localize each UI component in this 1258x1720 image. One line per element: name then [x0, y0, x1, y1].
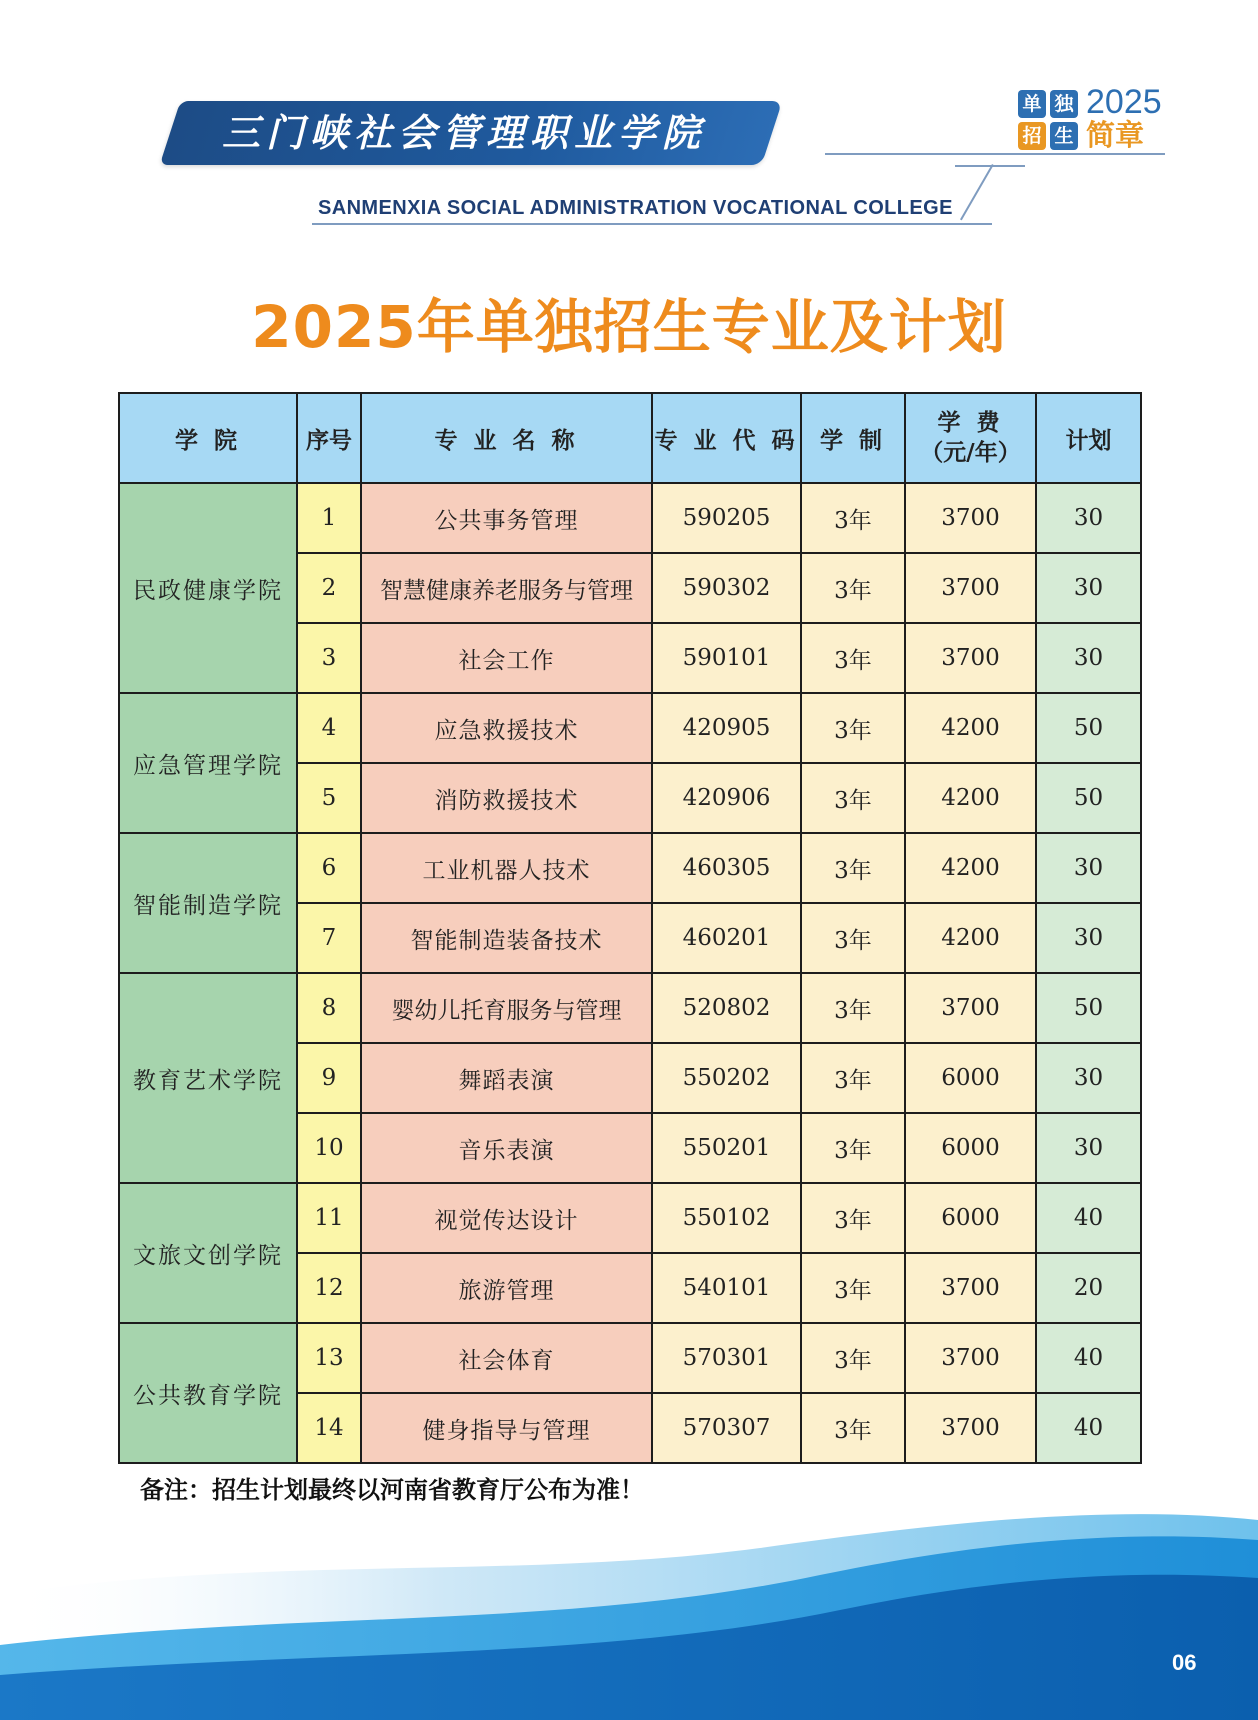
- header-major: 专 业 名 称: [361, 393, 652, 483]
- major-cell: 社会体育: [361, 1323, 652, 1393]
- code-cell: 570301: [652, 1323, 801, 1393]
- major-cell: 视觉传达设计: [361, 1183, 652, 1253]
- quota-cell: 30: [1036, 553, 1141, 623]
- code-cell: 520802: [652, 973, 801, 1043]
- table-row: [119, 483, 1141, 553]
- quota-cell: 30: [1036, 1043, 1141, 1113]
- footnote: 备注：招生计划最终以河南省教育厅公布为准！: [140, 1476, 644, 1504]
- logo-year: 2025: [1086, 83, 1162, 121]
- header-index: 序号: [297, 393, 361, 483]
- code-cell: 540101: [652, 1253, 801, 1323]
- wave-decoration: [0, 1500, 1258, 1720]
- quota-cell: 50: [1036, 693, 1141, 763]
- index-cell: 12: [297, 1253, 361, 1323]
- table-row: [119, 833, 1141, 903]
- duration-cell: 3年: [801, 1393, 905, 1463]
- duration-cell: 3年: [801, 1183, 905, 1253]
- code-cell: 460201: [652, 903, 801, 973]
- code-cell: 590101: [652, 623, 801, 693]
- duration-cell: 3年: [801, 1113, 905, 1183]
- table-row: [119, 693, 1141, 763]
- page-number: 06: [1172, 1650, 1197, 1675]
- duration-cell: 3年: [801, 973, 905, 1043]
- duration-cell: 3年: [801, 903, 905, 973]
- major-cell: 音乐表演: [361, 1113, 652, 1183]
- index-cell: 6: [297, 833, 361, 903]
- code-cell: 420905: [652, 693, 801, 763]
- duration-cell: 3年: [801, 763, 905, 833]
- duration-cell: 3年: [801, 623, 905, 693]
- fee-cell: 3700: [905, 1323, 1036, 1393]
- major-cell: 智慧健康养老服务与管理: [361, 553, 652, 623]
- major-cell: 应急救援技术: [361, 693, 652, 763]
- index-cell: 11: [297, 1183, 361, 1253]
- fee-cell: 4200: [905, 693, 1036, 763]
- college-name-cn: 三门峡社会管理职业学院: [222, 110, 707, 155]
- header-fee-line2: （元/年）: [920, 440, 1021, 466]
- index-cell: 10: [297, 1113, 361, 1183]
- duration-cell: 3年: [801, 693, 905, 763]
- college-cell: 智能制造学院: [119, 833, 297, 973]
- code-cell: 460305: [652, 833, 801, 903]
- college-cell: 教育艺术学院: [119, 973, 297, 1183]
- college-name-en: SANMENXIA SOCIAL ADMINISTRATION VOCATIONAL COLLEGE: [318, 197, 953, 219]
- index-cell: 5: [297, 763, 361, 833]
- index-cell: 4: [297, 693, 361, 763]
- duration-cell: 3年: [801, 833, 905, 903]
- fee-cell: 6000: [905, 1183, 1036, 1253]
- index-cell: 14: [297, 1393, 361, 1463]
- quota-cell: 30: [1036, 903, 1141, 973]
- college-cell: 文旅文创学院: [119, 1183, 297, 1323]
- major-cell: 旅游管理: [361, 1253, 652, 1323]
- index-cell: 13: [297, 1323, 361, 1393]
- major-cell: 工业机器人技术: [361, 833, 652, 903]
- page-title: 2025年单独招生专业及计划: [251, 293, 1007, 361]
- quota-cell: 20: [1036, 1253, 1141, 1323]
- quota-cell: 30: [1036, 483, 1141, 553]
- quota-cell: 50: [1036, 763, 1141, 833]
- table-row: [119, 1323, 1141, 1393]
- index-cell: 9: [297, 1043, 361, 1113]
- major-cell: 智能制造装备技术: [361, 903, 652, 973]
- college-cell: 公共教育学院: [119, 1323, 297, 1463]
- fee-cell: 3700: [905, 1393, 1036, 1463]
- quota-cell: 30: [1036, 1113, 1141, 1183]
- code-cell: 590302: [652, 553, 801, 623]
- index-cell: 7: [297, 903, 361, 973]
- code-cell: 570307: [652, 1393, 801, 1463]
- fee-cell: 3700: [905, 973, 1036, 1043]
- college-cell: 民政健康学院: [119, 483, 297, 693]
- fee-cell: 4200: [905, 903, 1036, 973]
- code-cell: 550202: [652, 1043, 801, 1113]
- duration-cell: 3年: [801, 553, 905, 623]
- fee-cell: 4200: [905, 763, 1036, 833]
- college-cell: 应急管理学院: [119, 693, 297, 833]
- fee-cell: 6000: [905, 1113, 1036, 1183]
- duration-cell: 3年: [801, 483, 905, 553]
- header-code: 专 业 代 码: [652, 393, 801, 483]
- fee-cell: 4200: [905, 833, 1036, 903]
- logo-char-3: 招: [1018, 122, 1046, 150]
- header-duration: 学 制: [801, 393, 905, 483]
- duration-cell: 3年: [801, 1253, 905, 1323]
- enrollment-plan-table: [118, 392, 1142, 1464]
- major-cell: 婴幼儿托育服务与管理: [361, 973, 652, 1043]
- header-rule-diagonal: [960, 164, 994, 220]
- code-cell: 550102: [652, 1183, 801, 1253]
- table-row: [119, 973, 1141, 1043]
- fee-cell: 3700: [905, 553, 1036, 623]
- duration-cell: 3年: [801, 1043, 905, 1113]
- code-cell: 590205: [652, 483, 801, 553]
- index-cell: 8: [297, 973, 361, 1043]
- index-cell: 2: [297, 553, 361, 623]
- table-header-row: [119, 393, 1141, 483]
- table-row: [119, 1183, 1141, 1253]
- fee-cell: 3700: [905, 1253, 1036, 1323]
- major-cell: 消防救援技术: [361, 763, 652, 833]
- major-cell: 公共事务管理: [361, 483, 652, 553]
- header-college: 学 院: [119, 393, 297, 483]
- header-quota: 计划: [1036, 393, 1141, 483]
- logo-char-2: 独: [1050, 90, 1078, 118]
- quota-cell: 40: [1036, 1183, 1141, 1253]
- major-cell: 健身指导与管理: [361, 1393, 652, 1463]
- logo-char-4: 生: [1050, 122, 1078, 150]
- quota-cell: 30: [1036, 833, 1141, 903]
- quota-cell: 50: [1036, 973, 1141, 1043]
- quota-cell: 40: [1036, 1393, 1141, 1463]
- logo-char-1: 单: [1018, 90, 1046, 118]
- fee-cell: 3700: [905, 623, 1036, 693]
- index-cell: 3: [297, 623, 361, 693]
- index-cell: 1: [297, 483, 361, 553]
- fee-cell: 3700: [905, 483, 1036, 553]
- fee-cell: 6000: [905, 1043, 1036, 1113]
- quota-cell: 30: [1036, 623, 1141, 693]
- duration-cell: 3年: [801, 1323, 905, 1393]
- code-cell: 420906: [652, 763, 801, 833]
- header-fee-line1: 学 费: [937, 410, 1004, 436]
- major-cell: 社会工作: [361, 623, 652, 693]
- code-cell: 550201: [652, 1113, 801, 1183]
- quota-cell: 40: [1036, 1323, 1141, 1393]
- header-fee: [905, 393, 1036, 483]
- brochure-logo: [1018, 83, 1168, 154]
- major-cell: 舞蹈表演: [361, 1043, 652, 1113]
- header-rule-bottom: [312, 223, 992, 225]
- logo-brochure: 简章: [1086, 118, 1145, 152]
